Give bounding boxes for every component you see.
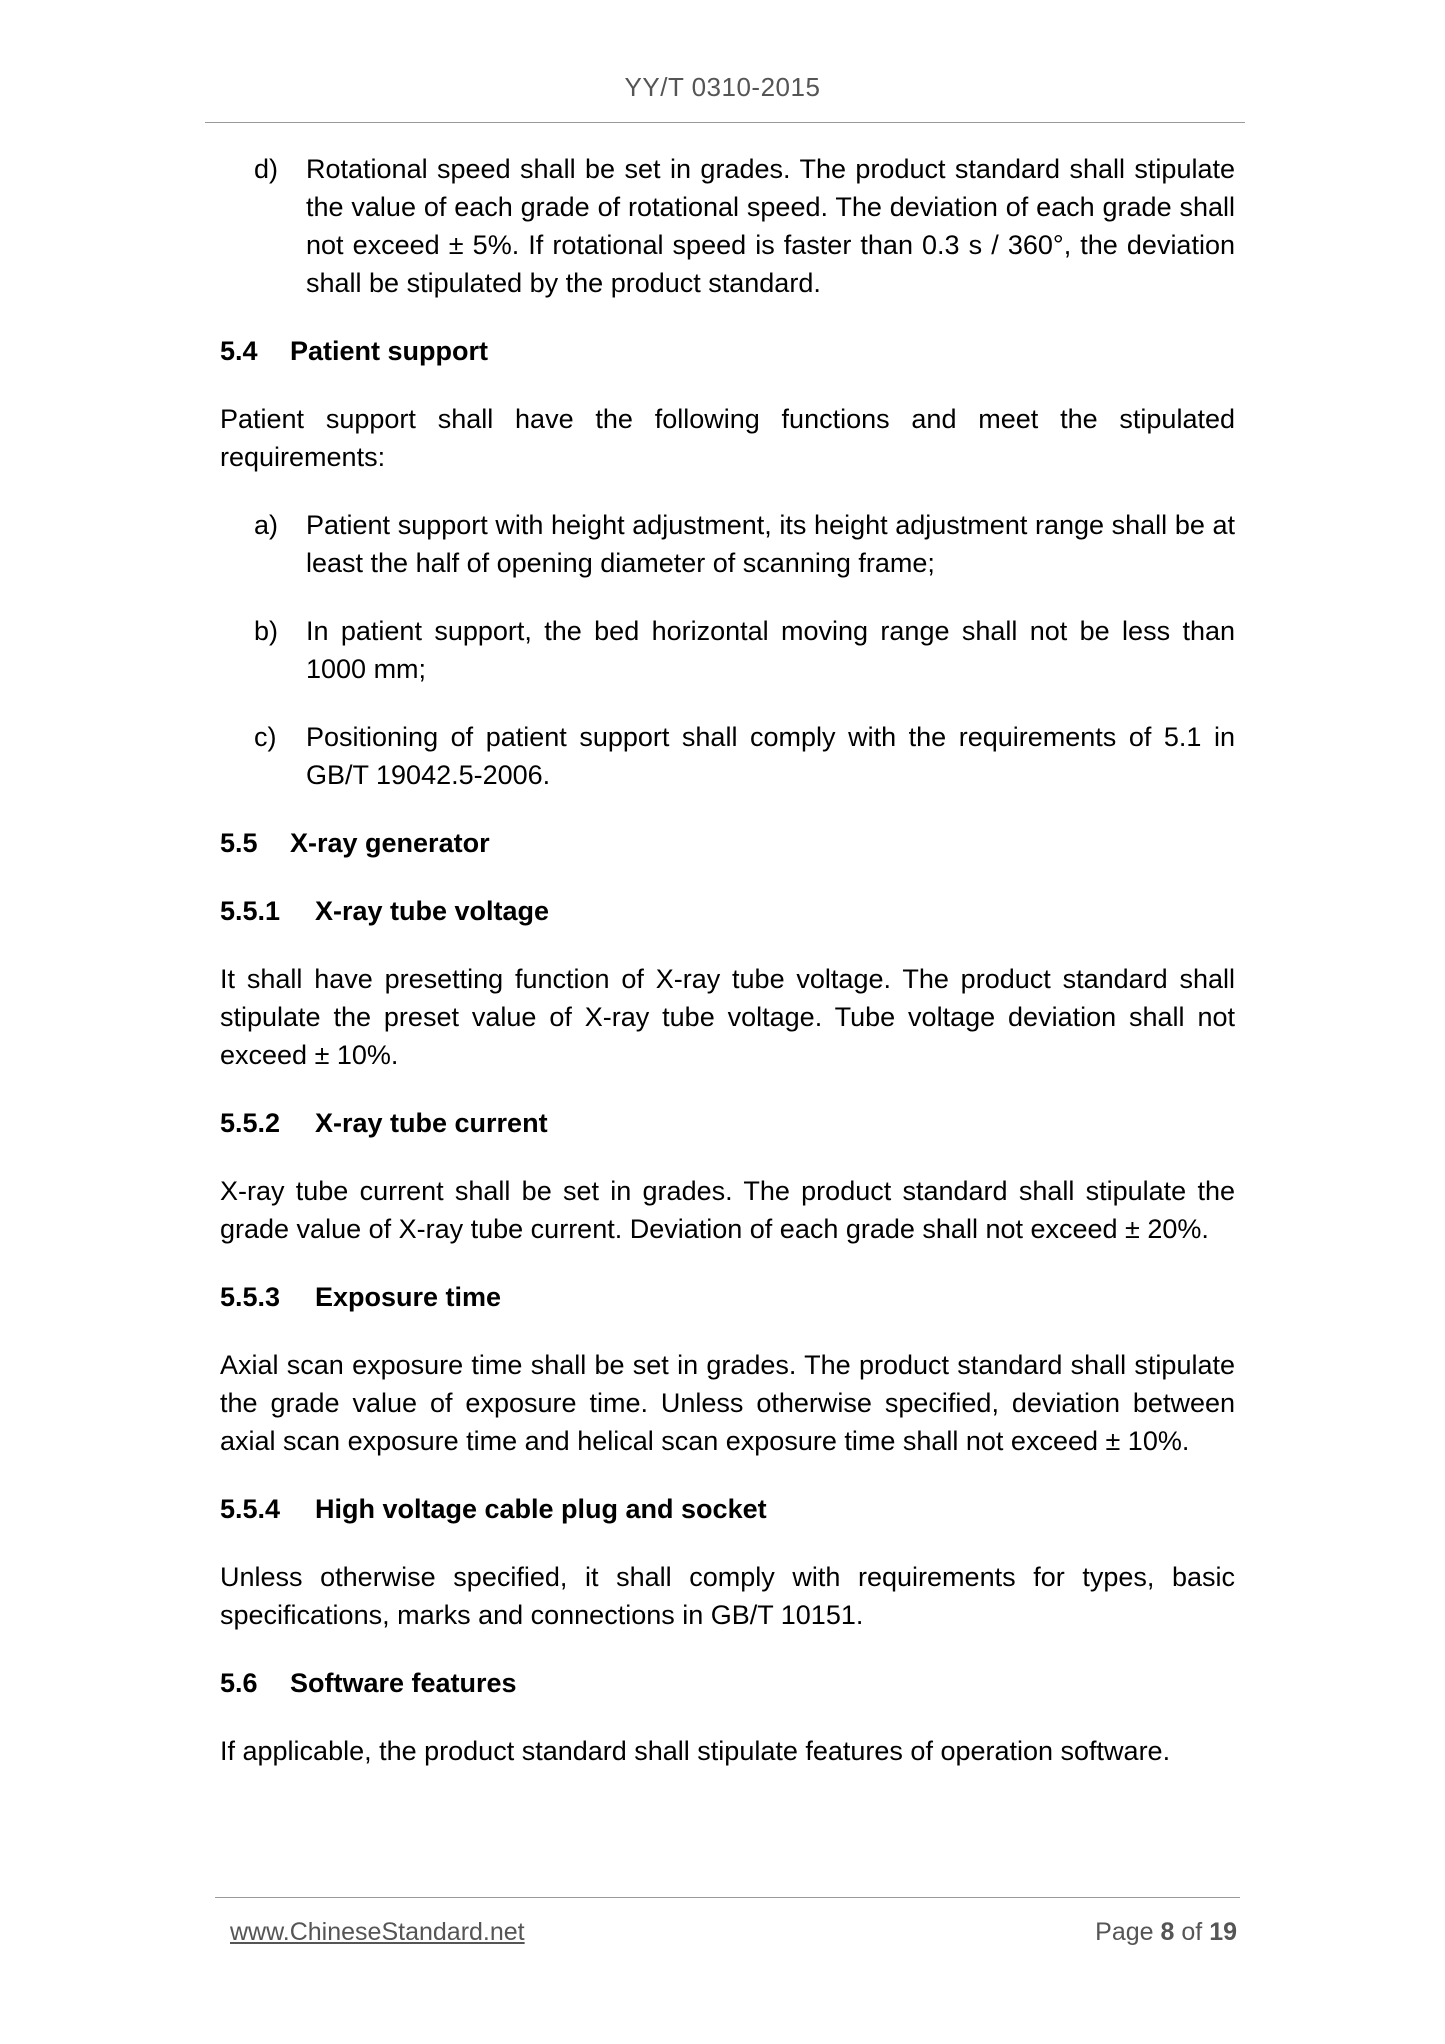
list-item-text: Positioning of patient support shall comply with the requirements of 5.1 in GB/T 19042.5-2006. <box>306 722 1235 790</box>
section-heading-5-5-2 <box>220 1104 1235 1142</box>
list-item-label: a) <box>254 510 279 540</box>
section-paragraph: It shall have presetting function of X-ray tube voltage. The product standard shall stipulate the preset value of X-ray tube voltage. Tube voltage deviation shall not exceed ± 10%. <box>220 964 1235 1070</box>
section-paragraph: Unless otherwise specified, it shall comply with requirements for types, basic specifications, marks and connections in GB/T 10151. <box>220 1562 1235 1630</box>
list-item-d <box>220 150 1235 302</box>
section-title: High voltage cable plug and socket <box>315 1494 767 1524</box>
section-title: Exposure time <box>315 1282 502 1312</box>
section-heading-5-4 <box>220 332 1235 370</box>
list-item-label: b) <box>254 616 279 646</box>
section-number: 5.6 <box>220 1668 258 1698</box>
list-item-label: d) <box>254 154 279 184</box>
section-number: 5.5.2 <box>220 1108 281 1138</box>
list-item-text: Patient support with height adjustment, its height adjustment range shall be at least the half of opening diameter of scanning frame; <box>306 510 1235 578</box>
section-number: 5.5.4 <box>220 1494 281 1524</box>
footer-divider <box>215 1897 1240 1898</box>
list-item-text: Rotational speed shall be set in grades. The product standard shall stipulate the value of each grade of rotational speed. The deviation of each grade shall not exceed ± 5%. If rotational speed is faster than 0.3 s / 360°, the deviation shall be stipulated by the product standard. <box>306 154 1235 298</box>
section-title: X-ray generator <box>290 828 490 858</box>
page-total: 19 <box>1209 1918 1237 1946</box>
section-heading-5-5-1 <box>220 892 1235 930</box>
section-paragraph: Axial scan exposure time shall be set in grades. The product standard shall stipulate the grade value of exposure time. Unless otherwise specified, deviation between axial scan exposure time and helical scan exposure time shall not exceed ± 10%. <box>220 1350 1235 1456</box>
page-of: of <box>1181 1918 1203 1946</box>
section-number: 5.5.1 <box>220 896 281 926</box>
list-item-b <box>220 612 1235 688</box>
list-item-c <box>220 718 1235 794</box>
section-title: X-ray tube current <box>315 1108 548 1138</box>
document-header: YY/T 0310-2015 <box>624 72 821 102</box>
section-number: 5.5 <box>220 828 258 858</box>
list-item-a <box>220 506 1235 582</box>
list-item-label: c) <box>254 722 277 752</box>
page-current: 8 <box>1160 1918 1175 1946</box>
section-number: 5.5.3 <box>220 1282 281 1312</box>
page-number <box>1095 1918 1237 1947</box>
section-number: 5.4 <box>220 336 258 366</box>
section-heading-5-5-4 <box>220 1490 1235 1528</box>
section-paragraph: X-ray tube current shall be set in grades. The product standard shall stipulate the grade value of X-ray tube current. Deviation of each grade shall not exceed ± 20%. <box>220 1176 1235 1244</box>
section-paragraph: If applicable, the product standard shall stipulate features of operation software. <box>220 1736 1171 1766</box>
header-divider <box>205 122 1245 123</box>
section-title: Software features <box>290 1668 517 1698</box>
section-title: X-ray tube voltage <box>315 896 550 926</box>
section-heading-5-5-3 <box>220 1278 1235 1316</box>
section-heading-5-6 <box>220 1664 1235 1702</box>
section-paragraph: Patient support shall have the following functions and meet the stipulated requirements: <box>220 404 1235 472</box>
page-prefix: Page <box>1095 1918 1154 1946</box>
section-title: Patient support <box>290 336 489 366</box>
section-heading-5-5 <box>220 824 1235 862</box>
website-link[interactable]: www.ChineseStandard.net <box>230 1918 525 1946</box>
list-item-text: In patient support, the bed horizontal moving range shall not be less than 1000 mm; <box>306 616 1235 684</box>
page-content <box>220 150 1235 1770</box>
